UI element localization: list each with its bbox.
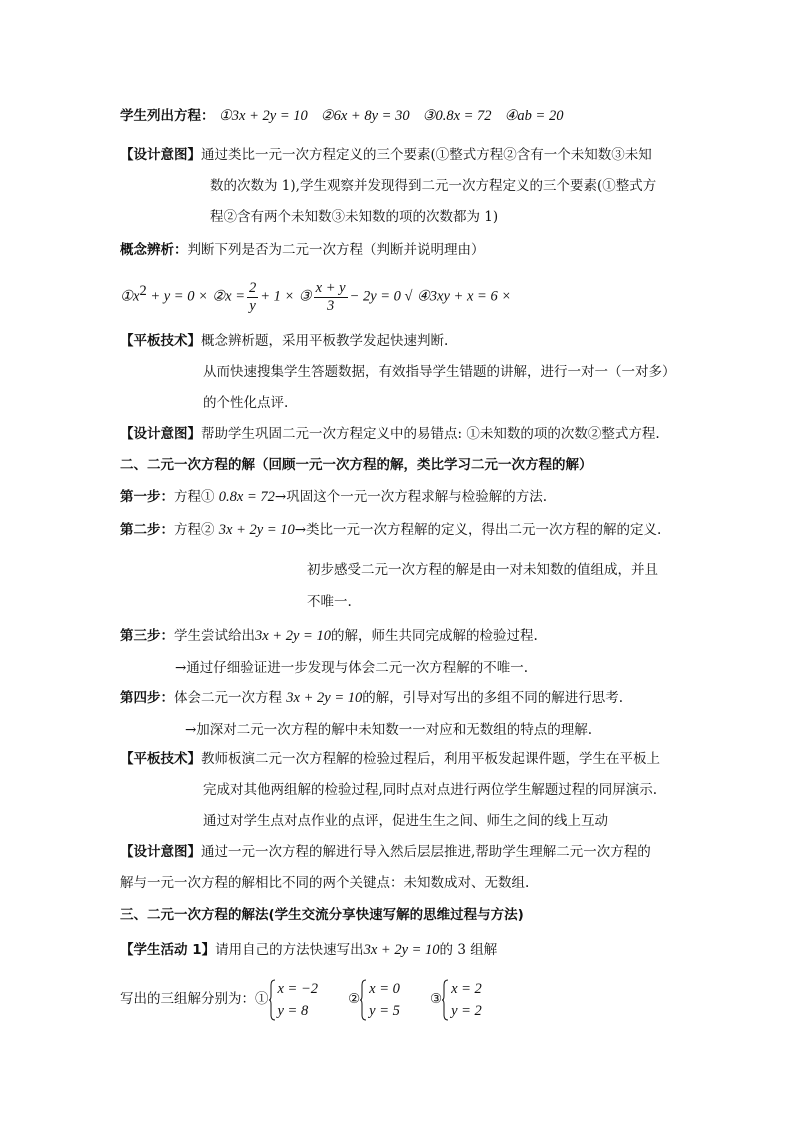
step-4-equation: 3x + 2y = 10 — [286, 690, 363, 706]
solutions-label: 写出的三组解分别为： — [120, 991, 255, 1007]
step-2 — [120, 520, 661, 540]
step-4 — [120, 688, 623, 708]
step-3 — [120, 626, 538, 646]
design-intent-1-line2: 数的次数为 1),学生观察并发现得到二元一次方程定义的三个要素(①整式方 — [210, 178, 657, 194]
design-intent-2 — [120, 424, 660, 444]
tablet-tech-tag: 【平板技术】 — [120, 333, 201, 349]
tablet-tech-2-tag: 【平板技术】 — [120, 751, 201, 767]
student-activity-pre: 请用自己的方法快速写出 — [215, 942, 364, 958]
step-1-post: →巩固这个一元一次方程求解与检验解的方法. — [274, 489, 548, 505]
step-3-label: 第三步： — [120, 628, 174, 644]
step-1-equation: 0.8x = 72 — [218, 489, 275, 505]
item-2-denominator: y — [249, 297, 256, 314]
step-2-line3: 不唯一. — [307, 594, 352, 610]
concept-line — [120, 240, 485, 260]
equation-4: ④ab = 20 — [504, 108, 564, 124]
solution-3-mark: ③ — [429, 991, 443, 1007]
equations-label: 学生列出方程： — [120, 108, 215, 124]
student-activity-equation: 3x + 2y = 10 — [363, 942, 440, 958]
solution-1-mark: ① — [255, 991, 269, 1007]
section-3-heading: 三、二元一次方程的解法(学生交流分享快速写解的思维过程与方法) — [120, 907, 524, 923]
step-2-post: →类比一元一次方程解的定义，得出二元一次方程的解的定义. — [294, 522, 662, 538]
design-intent-3-line2: 解与一元一次方程的解相比不同的两个关键点：未知数成对、无数组. — [120, 875, 530, 891]
step-3-line2: →通过仔细验证进一步发现与体会二元一次方程解的不唯一. — [175, 660, 529, 676]
item-1-exponent: 2 — [139, 283, 147, 299]
step-1-label: 第一步： — [120, 489, 174, 505]
tablet-tech-1-line3: 的个性化点评. — [203, 395, 289, 411]
step-2-line2: 初步感受二元一次方程的解是由一对未知数的值组成，并且 — [307, 562, 658, 578]
solution-1-x: x = −2 — [277, 980, 319, 997]
design-intent-3-tag: 【设计意图】 — [120, 844, 201, 860]
step-3-equation: 3x + 2y = 10 — [255, 628, 331, 644]
concept-label: 概念辨析： — [120, 242, 188, 258]
step-3-post: 的解，师生共同完成解的检验过程. — [330, 628, 538, 644]
design-intent-1-text: 通过类比一元一次方程定义的三个要素(①整式方程②含有一个未知数③未知 — [201, 147, 652, 163]
step-2-label: 第二步： — [120, 522, 174, 538]
solution-3-system — [442, 978, 482, 1022]
item-3-numerator: x + y — [315, 279, 346, 296]
design-intent-3 — [120, 842, 651, 862]
solution-2-system — [360, 978, 400, 1022]
section-2-heading: 二、二元一次方程的解（回顾一元一次方程的解，类比学习二元一次方程的解） — [120, 457, 593, 473]
equation-3: ③0.8x = 72 — [422, 108, 492, 124]
concept-items — [120, 270, 511, 318]
item-3-pre: ③ — [298, 288, 312, 305]
design-intent-1-line3: 程②含有两个未知数③未知数的项的次数都为 1) — [210, 209, 499, 225]
design-intent-tag: 【设计意图】 — [120, 147, 201, 163]
tablet-tech-1-text: 概念辨析题，采用平板教学发起快速判断. — [201, 333, 449, 349]
step-4-line2: →加深对二元一次方程的解中未知数一一对应和无数组的特点的理解. — [185, 722, 593, 738]
item-4: ④3xy + x = 6 × — [416, 288, 512, 305]
equation-1: ①3x + 2y = 10 — [218, 108, 308, 124]
solution-1-y: y = 8 — [277, 1002, 309, 1019]
step-4-pre: 体会二元一次方程 — [174, 690, 287, 706]
solution-2-x: x = 0 — [369, 980, 400, 997]
item-2-numerator: 2 — [249, 279, 257, 296]
tablet-tech-1 — [120, 331, 448, 351]
item-3-denominator: 3 — [326, 297, 335, 314]
tablet-tech-2-line2: 完成对其他两组解的检验过程,同时点对点进行两位学生解题过程的同屏演示. — [203, 782, 658, 798]
item-2-pre: ②x = — [212, 288, 246, 305]
design-intent-2-text: 帮助学生巩固二元一次方程定义中的易错点: ①未知数的项的次数②整式方程. — [201, 426, 660, 442]
equations-line — [120, 106, 563, 126]
solution-2-mark: ② — [348, 991, 361, 1007]
step-2-pre: 方程② — [174, 522, 219, 538]
tablet-tech-2-text: 教师板演二元一次方程解的检验过程后，利用平板发起课件题，学生在平板上 — [201, 751, 660, 767]
concept-text: 判断下列是否为二元一次方程（判断并说明理由） — [187, 242, 485, 258]
design-intent-1 — [120, 145, 652, 165]
item-3-fraction — [314, 280, 348, 315]
step-2-equation: 3x + 2y = 10 — [218, 522, 295, 538]
student-activity-tag: 【学生活动 1】 — [120, 942, 216, 958]
solution-3-y: y = 2 — [451, 1002, 482, 1019]
item-2-fraction — [247, 280, 258, 315]
solution-2-y: y = 5 — [369, 1002, 400, 1019]
tablet-tech-1-line2: 从而快速搜集学生答题数据，有效指导学生错题的讲解，进行一对一（一对多） — [203, 364, 676, 380]
step-3-pre: 学生尝试给出 — [174, 628, 255, 644]
equation-2: ②6x + 8y = 30 — [320, 108, 410, 124]
design-intent-3-text: 通过一元一次方程的解进行导入然后层层推进,帮助学生理解二元一次方程的 — [201, 844, 651, 860]
brace-icon — [360, 979, 367, 1021]
brace-icon — [442, 979, 449, 1021]
step-1-pre: 方程① — [174, 489, 219, 505]
solution-3-x: x = 2 — [451, 980, 482, 997]
item-2-post: + 1 × — [260, 288, 295, 305]
step-4-post: 的解，引导对写出的多组不同的解进行思考. — [362, 690, 624, 706]
step-4-label: 第四步： — [120, 690, 174, 706]
item-1-post: + y = 0 × — [146, 288, 208, 305]
tablet-tech-2-line3: 通过对学生点对点作业的点评，促进生生之间、师生之间的线上互动 — [203, 813, 608, 829]
solutions-line — [120, 976, 482, 1022]
item-3-post: − 2y = 0 √ — [349, 288, 413, 305]
student-activity-post: 的 3 组解 — [439, 942, 498, 958]
tablet-tech-2 — [120, 749, 660, 769]
item-1-pre: ①x — [120, 288, 140, 305]
step-1 — [120, 487, 547, 507]
brace-icon — [269, 979, 276, 1021]
student-activity-1 — [120, 940, 497, 960]
design-intent-2-tag: 【设计意图】 — [120, 426, 201, 442]
solution-1-system — [269, 978, 319, 1022]
